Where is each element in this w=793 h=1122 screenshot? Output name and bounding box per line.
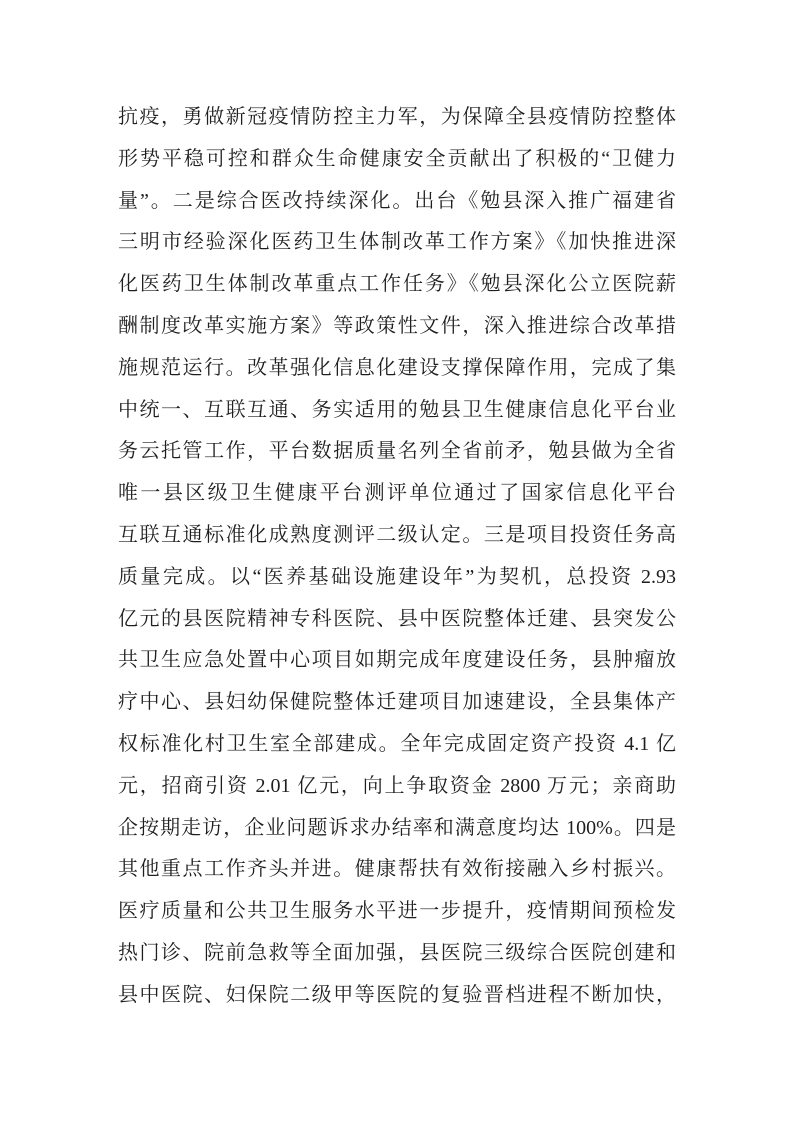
text-line: 量”。二是综合医改持续深化。出台《勉县深入推广福建省 [118, 189, 676, 212]
text-line: 企按期走访，企业问题诉求办结率和满意度均达 100%。四是 [118, 816, 676, 839]
text-line: 施规范运行。改革强化信息化建设支撑保障作用，完成了集 [118, 356, 676, 379]
text-line: 医疗质量和公共卫生服务水平进一步提升，疫情期间预检发 [118, 900, 676, 923]
text-line: 中统一、互联互通、务实适用的勉县卫生健康信息化平台业 [118, 398, 676, 421]
text-line: 酬制度改革实施方案》等政策性文件，深入推进综合改革措 [118, 314, 676, 337]
text-line: 疗中心、县妇幼保健院整体迁建项目加速建设，全县集体产 [118, 691, 676, 714]
text-line: 抗疫，勇做新冠疫情防控主力军，为保障全县疫情防控整体 [118, 106, 676, 128]
text-line: 化医药卫生体制改革重点工作任务》《勉县深化公立医院薪 [118, 273, 676, 296]
text-line: 质量完成。以“医养基础设施建设年”为契机，总投资 2.93 [118, 565, 676, 588]
document-body-text [118, 97, 676, 1017]
text-line: 务云托管工作，平台数据质量名列全省前矛，勉县做为全省 [118, 440, 676, 463]
text-line: 权标准化村卫生室全部建成。全年完成固定资产投资 4.1 亿 [118, 732, 676, 755]
text-line: 互联互通标准化成熟度测评二级认定。三是项目投资任务高 [118, 523, 676, 546]
text-line: 亿元的县医院精神专科医院、县中医院整体迁建、县突发公 [118, 607, 676, 630]
text-line: 唯一县区级卫生健康平台测评单位通过了国家信息化平台 [118, 482, 676, 505]
text-line: 县中医院、妇保院二级甲等医院的复验晋档进程不断加快， [118, 983, 676, 1006]
text-line: 三明市经验深化医药卫生体制改革工作方案》《加快推进深 [118, 231, 676, 254]
text-line: 元，招商引资 2.01 亿元，向上争取资金 2800 万元；亲商助 [118, 774, 676, 797]
text-line: 其他重点工作齐头并进。健康帮扶有效衔接融入乡村振兴。 [118, 858, 676, 881]
text-line: 热门诊、院前急救等全面加强，县医院三级综合医院创建和 [118, 941, 676, 964]
text-line: 共卫生应急处置中心项目如期完成年度建设任务，县肿瘤放 [118, 649, 676, 672]
text-line: 形势平稳可控和群众生命健康安全贡献出了积极的“卫健力 [118, 147, 676, 170]
